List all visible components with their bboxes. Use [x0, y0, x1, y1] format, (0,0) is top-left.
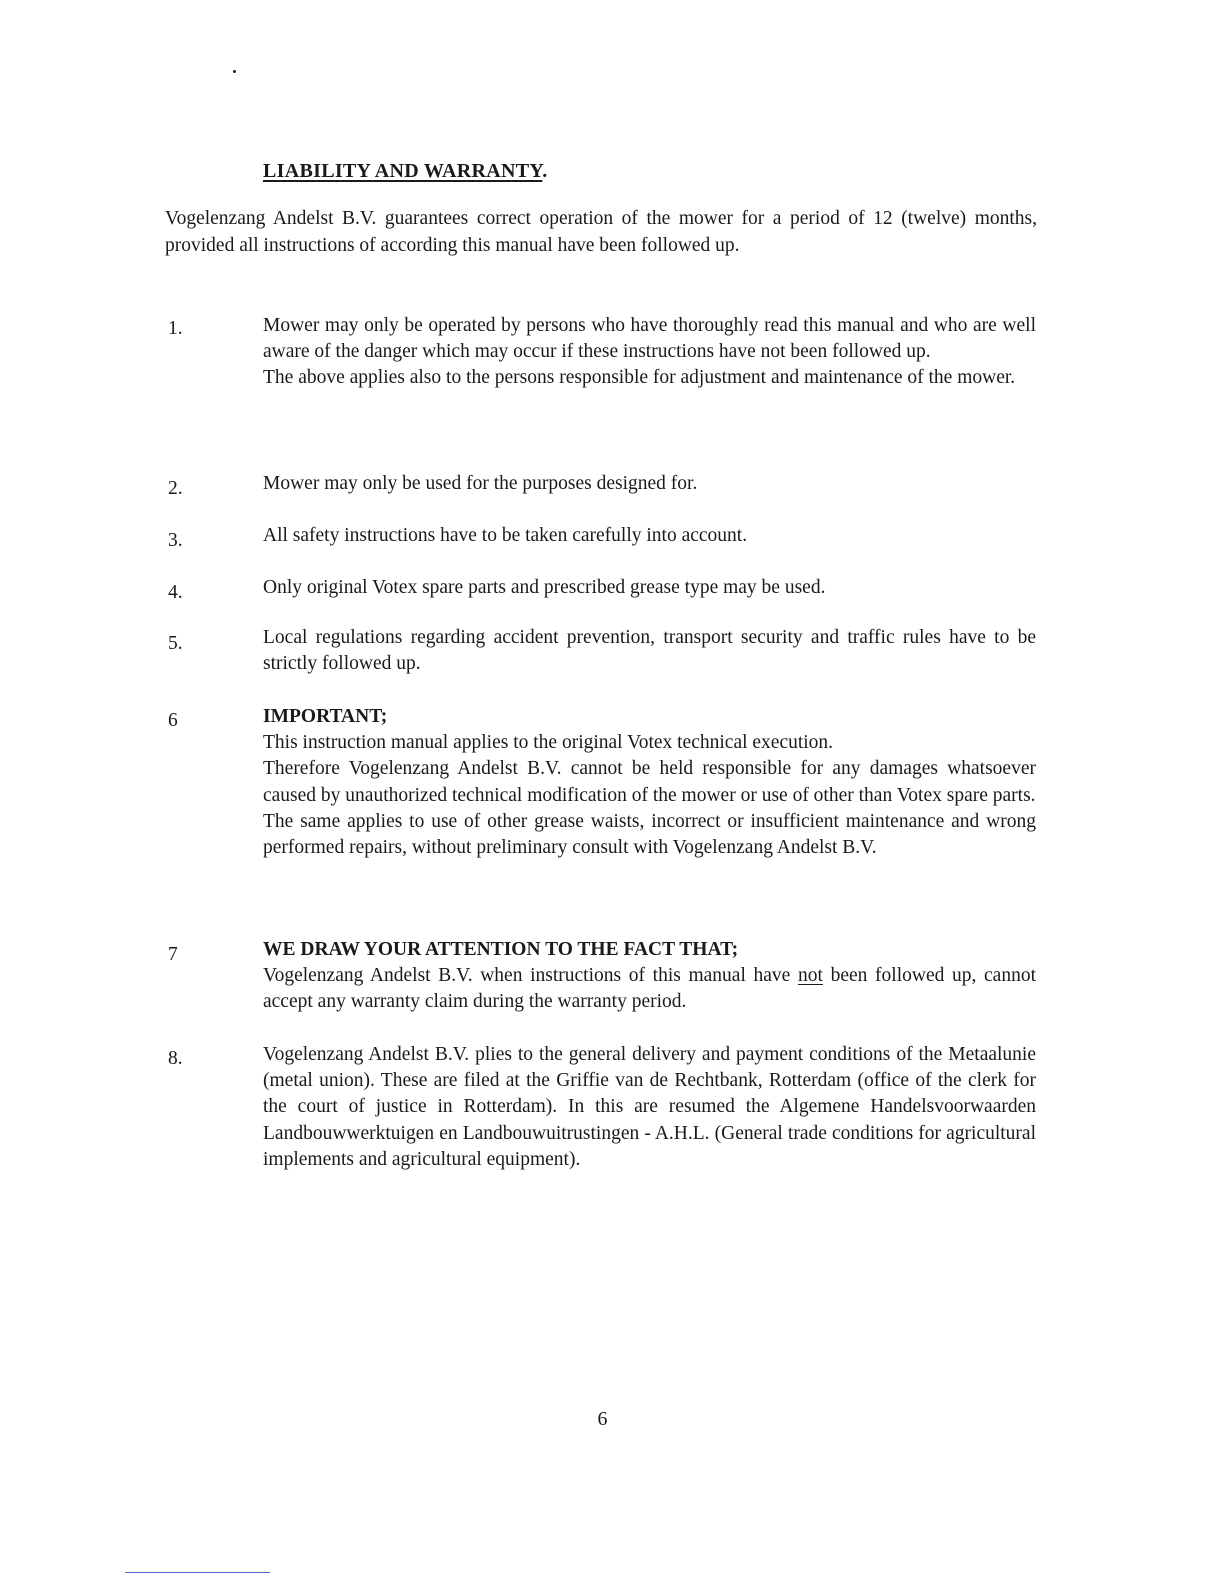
item-body: Local regulations regarding accident prevention, transport security and traffic rules have to be strictly followed up.	[263, 627, 1036, 675]
item-heading: IMPORTANT;	[263, 706, 388, 727]
footer-rule	[125, 1572, 270, 1573]
item-number: 8.	[168, 1048, 183, 1069]
page-title: LIABILITY AND WARRANTY.	[263, 160, 548, 182]
item-number: 4.	[168, 582, 183, 603]
emphasis-underline: not	[798, 965, 823, 987]
item-body: IMPORTANT; This instruction manual applies to the original Votex technical execution. Therefore Vogelenzang Andelst B.V. cannot be held responsible for any damages whatsoever caused by unauthorized technical modification of the mower or use of other than Votex spare parts. The same applies to use of other grease waists, incorrect or insufficient maintenance and wrong performed repairs, without preliminary consult with Vogelenzang Andelst B.V.	[263, 706, 1036, 859]
item-body: Only original Votex spare parts and prescribed grease type may be used.	[263, 577, 826, 598]
item-body: WE DRAW YOUR ATTENTION TO THE FACT THAT; Vogelenzang Andelst B.V. when instructions of this manual have not been followed up, cannot accept any warranty claim during the warranty period.	[263, 939, 1037, 1013]
item-body: Vogelenzang Andelst B.V. plies to the general delivery and payment conditions of the Metaalunie (metal union). These are filed at the Griffie van de Rechtbank, Rotterdam (office of the clerk for the court of justice in Rotterdam). In this are resumed the Algemene Handelsvoorwaarden Landbouwwerktuigen en Landbouwuitrustingen - A.H.L. (General trade conditions for agricultural implements and agricultural equipment).	[263, 1044, 1036, 1170]
item-heading: WE DRAW YOUR ATTENTION TO THE FACT THAT;	[263, 939, 739, 960]
scan-speck	[233, 70, 236, 73]
item-number: 5.	[168, 633, 183, 654]
item-body: Mower may only be operated by persons who have thoroughly read this manual and who are well aware of the danger which may occur if these instructions have not been followed up. The above applies also to the persons responsible for adjustment and maintenance of the mower.	[263, 315, 1036, 389]
item-body: Mower may only be used for the purposes designed for.	[263, 473, 698, 494]
item-body: All safety instructions have to be taken carefully into account.	[263, 525, 748, 546]
item-number: 6	[168, 710, 178, 731]
intro-paragraph: Vogelenzang Andelst B.V. guarantees correct operation of the mower for a period of 12 (twelve) months, provided all instructions of according this manual have been followed up.	[165, 208, 1037, 256]
item-number: 2.	[168, 478, 183, 499]
item-number: 7	[168, 944, 178, 965]
item-number: 3.	[168, 530, 183, 551]
page-number: 6	[597, 1408, 608, 1430]
item-number: 1.	[168, 318, 183, 339]
